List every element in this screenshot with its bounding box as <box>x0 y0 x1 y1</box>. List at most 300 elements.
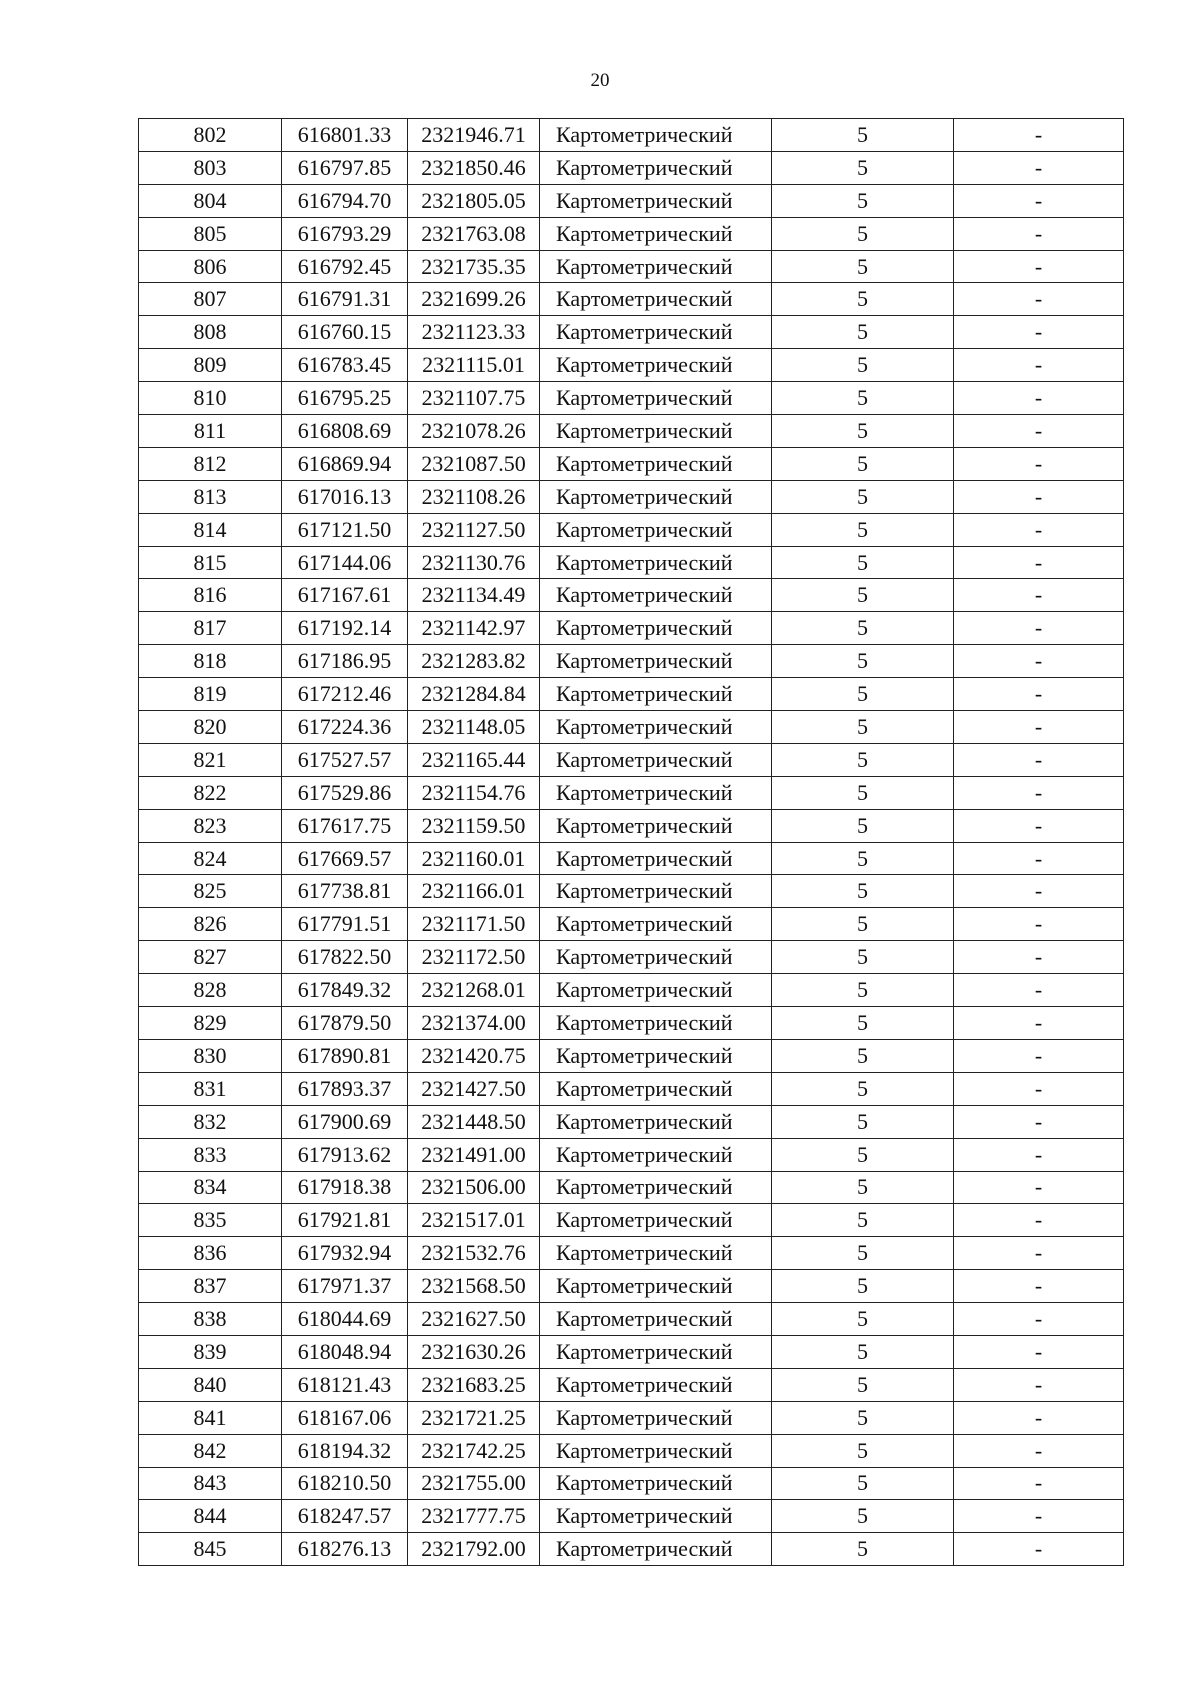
method-cell: Картометрический <box>540 546 772 579</box>
table-row <box>139 1039 1124 1072</box>
accuracy-cell: 5 <box>772 283 954 316</box>
x-coordinate-cell: 618276.13 <box>282 1533 408 1566</box>
y-coordinate-cell: 2321448.50 <box>408 1105 540 1138</box>
method-cell: Картометрический <box>540 1237 772 1270</box>
method-cell: Картометрический <box>540 1467 772 1500</box>
table-row <box>139 974 1124 1007</box>
table-row <box>139 1303 1124 1336</box>
y-coordinate-cell: 2321427.50 <box>408 1072 540 1105</box>
y-coordinate-cell: 2321107.75 <box>408 382 540 415</box>
note-cell: - <box>954 1500 1124 1533</box>
method-cell: Картометрический <box>540 480 772 513</box>
y-coordinate-cell: 2321506.00 <box>408 1171 540 1204</box>
y-coordinate-cell: 2321159.50 <box>408 809 540 842</box>
y-coordinate-cell: 2321283.82 <box>408 645 540 678</box>
accuracy-cell: 5 <box>772 1467 954 1500</box>
y-coordinate-cell: 2321160.01 <box>408 842 540 875</box>
x-coordinate-cell: 617192.14 <box>282 612 408 645</box>
note-cell: - <box>954 1105 1124 1138</box>
method-cell: Картометрический <box>540 678 772 711</box>
method-cell: Картометрический <box>540 1401 772 1434</box>
x-coordinate-cell: 617893.37 <box>282 1072 408 1105</box>
y-coordinate-cell: 2321130.76 <box>408 546 540 579</box>
point-number-cell: 816 <box>139 579 282 612</box>
point-number-cell: 806 <box>139 250 282 283</box>
table-row <box>139 1072 1124 1105</box>
x-coordinate-cell: 616801.33 <box>282 119 408 152</box>
table-row <box>139 1434 1124 1467</box>
method-cell: Картометрический <box>540 349 772 382</box>
method-cell: Картометрический <box>540 579 772 612</box>
accuracy-cell: 5 <box>772 250 954 283</box>
point-number-cell: 822 <box>139 776 282 809</box>
y-coordinate-cell: 2321148.05 <box>408 711 540 744</box>
point-number-cell: 830 <box>139 1039 282 1072</box>
note-cell: - <box>954 1072 1124 1105</box>
accuracy-cell: 5 <box>772 1368 954 1401</box>
x-coordinate-cell: 618194.32 <box>282 1434 408 1467</box>
table-row <box>139 1204 1124 1237</box>
accuracy-cell: 5 <box>772 842 954 875</box>
note-cell: - <box>954 546 1124 579</box>
method-cell: Картометрический <box>540 1007 772 1040</box>
note-cell: - <box>954 151 1124 184</box>
point-number-cell: 841 <box>139 1401 282 1434</box>
method-cell: Картометрический <box>540 1105 772 1138</box>
method-cell: Картометрический <box>540 645 772 678</box>
note-cell: - <box>954 1237 1124 1270</box>
y-coordinate-cell: 2321777.75 <box>408 1500 540 1533</box>
note-cell: - <box>954 1039 1124 1072</box>
x-coordinate-cell: 616793.29 <box>282 217 408 250</box>
method-cell: Картометрический <box>540 283 772 316</box>
table-row <box>139 1401 1124 1434</box>
y-coordinate-cell: 2321630.26 <box>408 1335 540 1368</box>
point-number-cell: 835 <box>139 1204 282 1237</box>
note-cell: - <box>954 875 1124 908</box>
y-coordinate-cell: 2321087.50 <box>408 447 540 480</box>
coordinates-table-body <box>139 119 1124 1566</box>
x-coordinate-cell: 617224.36 <box>282 711 408 744</box>
x-coordinate-cell: 618044.69 <box>282 1303 408 1336</box>
x-coordinate-cell: 617918.38 <box>282 1171 408 1204</box>
y-coordinate-cell: 2321374.00 <box>408 1007 540 1040</box>
y-coordinate-cell: 2321142.97 <box>408 612 540 645</box>
y-coordinate-cell: 2321946.71 <box>408 119 540 152</box>
point-number-cell: 814 <box>139 513 282 546</box>
x-coordinate-cell: 617791.51 <box>282 908 408 941</box>
y-coordinate-cell: 2321171.50 <box>408 908 540 941</box>
table-row <box>139 151 1124 184</box>
table-row <box>139 1007 1124 1040</box>
note-cell: - <box>954 480 1124 513</box>
x-coordinate-cell: 617900.69 <box>282 1105 408 1138</box>
accuracy-cell: 5 <box>772 1204 954 1237</box>
x-coordinate-cell: 617617.75 <box>282 809 408 842</box>
point-number-cell: 808 <box>139 316 282 349</box>
note-cell: - <box>954 316 1124 349</box>
accuracy-cell: 5 <box>772 1007 954 1040</box>
accuracy-cell: 5 <box>772 447 954 480</box>
accuracy-cell: 5 <box>772 743 954 776</box>
accuracy-cell: 5 <box>772 1138 954 1171</box>
method-cell: Картометрический <box>540 1335 772 1368</box>
note-cell: - <box>954 743 1124 776</box>
y-coordinate-cell: 2321627.50 <box>408 1303 540 1336</box>
point-number-cell: 809 <box>139 349 282 382</box>
method-cell: Картометрический <box>540 217 772 250</box>
table-row <box>139 678 1124 711</box>
coordinates-table <box>138 118 1124 1566</box>
x-coordinate-cell: 618167.06 <box>282 1401 408 1434</box>
x-coordinate-cell: 617822.50 <box>282 941 408 974</box>
x-coordinate-cell: 618247.57 <box>282 1500 408 1533</box>
method-cell: Картометрический <box>540 809 772 842</box>
x-coordinate-cell: 616791.31 <box>282 283 408 316</box>
y-coordinate-cell: 2321127.50 <box>408 513 540 546</box>
table-row <box>139 382 1124 415</box>
note-cell: - <box>954 809 1124 842</box>
x-coordinate-cell: 616797.85 <box>282 151 408 184</box>
point-number-cell: 836 <box>139 1237 282 1270</box>
y-coordinate-cell: 2321699.26 <box>408 283 540 316</box>
x-coordinate-cell: 617932.94 <box>282 1237 408 1270</box>
x-coordinate-cell: 617738.81 <box>282 875 408 908</box>
accuracy-cell: 5 <box>772 1171 954 1204</box>
x-coordinate-cell: 618121.43 <box>282 1368 408 1401</box>
note-cell: - <box>954 1434 1124 1467</box>
y-coordinate-cell: 2321792.00 <box>408 1533 540 1566</box>
table-row <box>139 513 1124 546</box>
table-row <box>139 645 1124 678</box>
method-cell: Картометрический <box>540 1533 772 1566</box>
accuracy-cell: 5 <box>772 941 954 974</box>
y-coordinate-cell: 2321154.76 <box>408 776 540 809</box>
point-number-cell: 823 <box>139 809 282 842</box>
x-coordinate-cell: 618048.94 <box>282 1335 408 1368</box>
y-coordinate-cell: 2321166.01 <box>408 875 540 908</box>
point-number-cell: 802 <box>139 119 282 152</box>
table-row <box>139 1237 1124 1270</box>
x-coordinate-cell: 617144.06 <box>282 546 408 579</box>
point-number-cell: 803 <box>139 151 282 184</box>
method-cell: Картометрический <box>540 875 772 908</box>
accuracy-cell: 5 <box>772 217 954 250</box>
method-cell: Картометрический <box>540 119 772 152</box>
note-cell: - <box>954 1007 1124 1040</box>
point-number-cell: 812 <box>139 447 282 480</box>
method-cell: Картометрический <box>540 184 772 217</box>
note-cell: - <box>954 645 1124 678</box>
accuracy-cell: 5 <box>772 908 954 941</box>
x-coordinate-cell: 616808.69 <box>282 415 408 448</box>
x-coordinate-cell: 617121.50 <box>282 513 408 546</box>
y-coordinate-cell: 2321491.00 <box>408 1138 540 1171</box>
accuracy-cell: 5 <box>772 184 954 217</box>
point-number-cell: 811 <box>139 415 282 448</box>
point-number-cell: 834 <box>139 1171 282 1204</box>
table-row <box>139 480 1124 513</box>
x-coordinate-cell: 616783.45 <box>282 349 408 382</box>
x-coordinate-cell: 616794.70 <box>282 184 408 217</box>
accuracy-cell: 5 <box>772 1270 954 1303</box>
note-cell: - <box>954 1138 1124 1171</box>
x-coordinate-cell: 617186.95 <box>282 645 408 678</box>
method-cell: Картометрический <box>540 941 772 974</box>
note-cell: - <box>954 678 1124 711</box>
y-coordinate-cell: 2321284.84 <box>408 678 540 711</box>
table-row <box>139 809 1124 842</box>
y-coordinate-cell: 2321517.01 <box>408 1204 540 1237</box>
accuracy-cell: 5 <box>772 1434 954 1467</box>
note-cell: - <box>954 711 1124 744</box>
point-number-cell: 819 <box>139 678 282 711</box>
table-row <box>139 743 1124 776</box>
accuracy-cell: 5 <box>772 645 954 678</box>
method-cell: Картометрический <box>540 250 772 283</box>
accuracy-cell: 5 <box>772 711 954 744</box>
point-number-cell: 832 <box>139 1105 282 1138</box>
accuracy-cell: 5 <box>772 1237 954 1270</box>
point-number-cell: 843 <box>139 1467 282 1500</box>
x-coordinate-cell: 616869.94 <box>282 447 408 480</box>
accuracy-cell: 5 <box>772 1335 954 1368</box>
note-cell: - <box>954 513 1124 546</box>
method-cell: Картометрический <box>540 1138 772 1171</box>
method-cell: Картометрический <box>540 1368 772 1401</box>
note-cell: - <box>954 1270 1124 1303</box>
point-number-cell: 827 <box>139 941 282 974</box>
accuracy-cell: 5 <box>772 612 954 645</box>
table-row <box>139 316 1124 349</box>
x-coordinate-cell: 617879.50 <box>282 1007 408 1040</box>
note-cell: - <box>954 415 1124 448</box>
table-row <box>139 1467 1124 1500</box>
note-cell: - <box>954 1533 1124 1566</box>
table-row <box>139 184 1124 217</box>
method-cell: Картометрический <box>540 1171 772 1204</box>
x-coordinate-cell: 617890.81 <box>282 1039 408 1072</box>
y-coordinate-cell: 2321735.35 <box>408 250 540 283</box>
method-cell: Картометрический <box>540 1072 772 1105</box>
table-row <box>139 875 1124 908</box>
point-number-cell: 826 <box>139 908 282 941</box>
y-coordinate-cell: 2321850.46 <box>408 151 540 184</box>
note-cell: - <box>954 776 1124 809</box>
x-coordinate-cell: 617016.13 <box>282 480 408 513</box>
accuracy-cell: 5 <box>772 316 954 349</box>
note-cell: - <box>954 447 1124 480</box>
point-number-cell: 810 <box>139 382 282 415</box>
point-number-cell: 815 <box>139 546 282 579</box>
point-number-cell: 813 <box>139 480 282 513</box>
method-cell: Картометрический <box>540 151 772 184</box>
accuracy-cell: 5 <box>772 1072 954 1105</box>
note-cell: - <box>954 842 1124 875</box>
note-cell: - <box>954 382 1124 415</box>
point-number-cell: 831 <box>139 1072 282 1105</box>
y-coordinate-cell: 2321165.44 <box>408 743 540 776</box>
note-cell: - <box>954 1303 1124 1336</box>
method-cell: Картометрический <box>540 908 772 941</box>
y-coordinate-cell: 2321742.25 <box>408 1434 540 1467</box>
x-coordinate-cell: 618210.50 <box>282 1467 408 1500</box>
point-number-cell: 840 <box>139 1368 282 1401</box>
table-row <box>139 1270 1124 1303</box>
method-cell: Картометрический <box>540 1204 772 1237</box>
accuracy-cell: 5 <box>772 809 954 842</box>
accuracy-cell: 5 <box>772 875 954 908</box>
note-cell: - <box>954 1171 1124 1204</box>
method-cell: Картометрический <box>540 1270 772 1303</box>
y-coordinate-cell: 2321078.26 <box>408 415 540 448</box>
method-cell: Картометрический <box>540 415 772 448</box>
y-coordinate-cell: 2321755.00 <box>408 1467 540 1500</box>
y-coordinate-cell: 2321108.26 <box>408 480 540 513</box>
accuracy-cell: 5 <box>772 1039 954 1072</box>
table-row <box>139 250 1124 283</box>
x-coordinate-cell: 617529.86 <box>282 776 408 809</box>
y-coordinate-cell: 2321123.33 <box>408 316 540 349</box>
point-number-cell: 804 <box>139 184 282 217</box>
note-cell: - <box>954 908 1124 941</box>
point-number-cell: 842 <box>139 1434 282 1467</box>
method-cell: Картометрический <box>540 513 772 546</box>
point-number-cell: 821 <box>139 743 282 776</box>
table-row <box>139 119 1124 152</box>
x-coordinate-cell: 617971.37 <box>282 1270 408 1303</box>
point-number-cell: 805 <box>139 217 282 250</box>
accuracy-cell: 5 <box>772 415 954 448</box>
x-coordinate-cell: 616792.45 <box>282 250 408 283</box>
y-coordinate-cell: 2321172.50 <box>408 941 540 974</box>
table-row <box>139 579 1124 612</box>
point-number-cell: 845 <box>139 1533 282 1566</box>
y-coordinate-cell: 2321134.49 <box>408 579 540 612</box>
point-number-cell: 839 <box>139 1335 282 1368</box>
note-cell: - <box>954 1467 1124 1500</box>
accuracy-cell: 5 <box>772 382 954 415</box>
table-row <box>139 1500 1124 1533</box>
table-row <box>139 1171 1124 1204</box>
x-coordinate-cell: 616795.25 <box>282 382 408 415</box>
point-number-cell: 829 <box>139 1007 282 1040</box>
point-number-cell: 807 <box>139 283 282 316</box>
page-number: 20 <box>590 70 610 91</box>
accuracy-cell: 5 <box>772 349 954 382</box>
point-number-cell: 818 <box>139 645 282 678</box>
note-cell: - <box>954 1401 1124 1434</box>
y-coordinate-cell: 2321420.75 <box>408 1039 540 1072</box>
method-cell: Картометрический <box>540 974 772 1007</box>
accuracy-cell: 5 <box>772 579 954 612</box>
note-cell: - <box>954 283 1124 316</box>
accuracy-cell: 5 <box>772 1401 954 1434</box>
point-number-cell: 820 <box>139 711 282 744</box>
point-number-cell: 817 <box>139 612 282 645</box>
accuracy-cell: 5 <box>772 1500 954 1533</box>
table-row <box>139 711 1124 744</box>
y-coordinate-cell: 2321683.25 <box>408 1368 540 1401</box>
note-cell: - <box>954 612 1124 645</box>
method-cell: Картометрический <box>540 612 772 645</box>
note-cell: - <box>954 349 1124 382</box>
accuracy-cell: 5 <box>772 151 954 184</box>
point-number-cell: 838 <box>139 1303 282 1336</box>
y-coordinate-cell: 2321568.50 <box>408 1270 540 1303</box>
table-row <box>139 217 1124 250</box>
method-cell: Картометрический <box>540 1303 772 1336</box>
accuracy-cell: 5 <box>772 1303 954 1336</box>
point-number-cell: 825 <box>139 875 282 908</box>
x-coordinate-cell: 617527.57 <box>282 743 408 776</box>
method-cell: Картометрический <box>540 776 772 809</box>
accuracy-cell: 5 <box>772 119 954 152</box>
y-coordinate-cell: 2321268.01 <box>408 974 540 1007</box>
table-row <box>139 1138 1124 1171</box>
accuracy-cell: 5 <box>772 513 954 546</box>
point-number-cell: 828 <box>139 974 282 1007</box>
accuracy-cell: 5 <box>772 1105 954 1138</box>
table-row <box>139 546 1124 579</box>
table-row <box>139 908 1124 941</box>
point-number-cell: 844 <box>139 1500 282 1533</box>
accuracy-cell: 5 <box>772 1533 954 1566</box>
point-number-cell: 824 <box>139 842 282 875</box>
note-cell: - <box>954 1335 1124 1368</box>
table-row <box>139 842 1124 875</box>
note-cell: - <box>954 1368 1124 1401</box>
table-row <box>139 776 1124 809</box>
table-row <box>139 349 1124 382</box>
table-row <box>139 941 1124 974</box>
table-row <box>139 612 1124 645</box>
table-row <box>139 1335 1124 1368</box>
method-cell: Картометрический <box>540 711 772 744</box>
note-cell: - <box>954 119 1124 152</box>
accuracy-cell: 5 <box>772 546 954 579</box>
x-coordinate-cell: 617669.57 <box>282 842 408 875</box>
table-row <box>139 283 1124 316</box>
y-coordinate-cell: 2321805.05 <box>408 184 540 217</box>
x-coordinate-cell: 617212.46 <box>282 678 408 711</box>
table-row <box>139 415 1124 448</box>
note-cell: - <box>954 1204 1124 1237</box>
method-cell: Картометрический <box>540 316 772 349</box>
table-row <box>139 1368 1124 1401</box>
note-cell: - <box>954 184 1124 217</box>
method-cell: Картометрический <box>540 1434 772 1467</box>
method-cell: Картометрический <box>540 1500 772 1533</box>
accuracy-cell: 5 <box>772 678 954 711</box>
y-coordinate-cell: 2321115.01 <box>408 349 540 382</box>
point-number-cell: 837 <box>139 1270 282 1303</box>
table-row <box>139 1533 1124 1566</box>
note-cell: - <box>954 217 1124 250</box>
method-cell: Картометрический <box>540 743 772 776</box>
x-coordinate-cell: 616760.15 <box>282 316 408 349</box>
accuracy-cell: 5 <box>772 974 954 1007</box>
note-cell: - <box>954 250 1124 283</box>
note-cell: - <box>954 941 1124 974</box>
point-number-cell: 833 <box>139 1138 282 1171</box>
method-cell: Картометрический <box>540 447 772 480</box>
x-coordinate-cell: 617167.61 <box>282 579 408 612</box>
note-cell: - <box>954 579 1124 612</box>
x-coordinate-cell: 617849.32 <box>282 974 408 1007</box>
x-coordinate-cell: 617921.81 <box>282 1204 408 1237</box>
y-coordinate-cell: 2321763.08 <box>408 217 540 250</box>
